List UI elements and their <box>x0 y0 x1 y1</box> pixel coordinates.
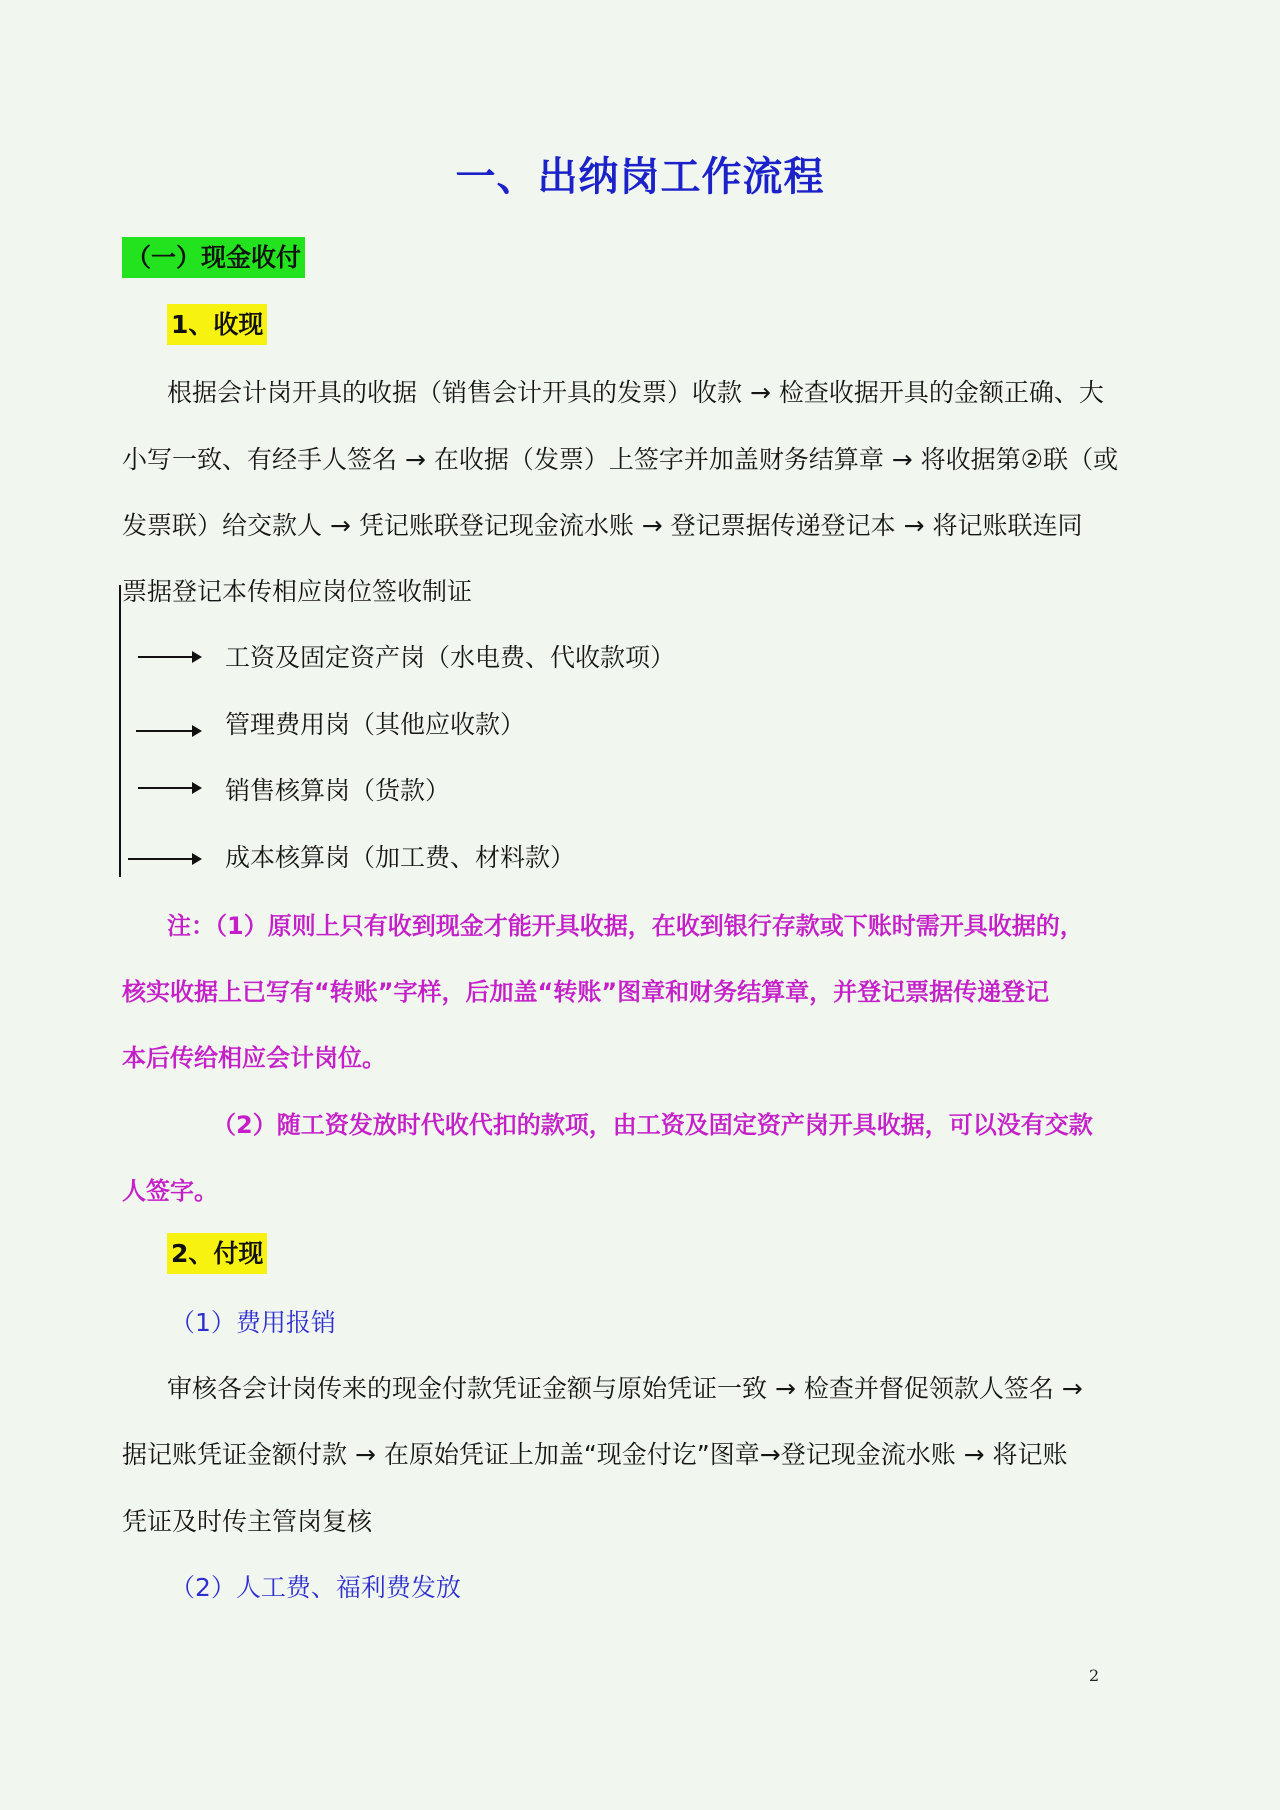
note-line: 人签字。 <box>122 1177 218 1205</box>
branch-label: 工资及固定资产岗（水电费、代收款项） <box>225 643 676 672</box>
branch-label: 成本核算岗（加工费、材料款） <box>225 843 576 872</box>
arrow-right-icon <box>192 782 202 794</box>
arrow-right-icon <box>192 853 202 865</box>
note-line: 注：（1）原则上只有收到现金才能开具收据，在收到银行存款或下账时需开具收据的， <box>167 912 1084 940</box>
note-line: 核实收据上已写有“转账”字样，后加盖“转账”图章和财务结算章，并登记票据传递登记 <box>122 978 1050 1006</box>
arrow-right-icon <box>192 725 202 737</box>
section-heading <box>122 238 305 274</box>
note-line: 本后传给相应会计岗位。 <box>122 1044 386 1072</box>
page-number: 2 <box>1089 1666 1100 1685</box>
subsection-heading-pay <box>167 1234 267 1270</box>
branch-label: 销售核算岗（货款） <box>225 776 451 805</box>
section-heading-label: （一）现金收付 <box>122 237 305 278</box>
arrow-right-icon <box>192 651 202 663</box>
paragraph-line: 发票联）给交款人 → 凭记账联登记现金流水账 → 登记票据传递登记本 → 将记账联连同 <box>122 511 1083 540</box>
subsection-heading-label: 1、收现 <box>167 304 267 345</box>
arrow-line <box>128 858 192 860</box>
subsection-heading-label: 2、付现 <box>167 1233 267 1274</box>
note-line: （2）随工资发放时代收代扣的款项，由工资及固定资产岗开具收据，可以没有交款 <box>212 1111 1093 1139</box>
paragraph-line: 审核各会计岗传来的现金付款凭证金额与原始凭证一致 → 检查并督促领款人签名 → <box>167 1374 1083 1403</box>
paragraph-line: 票据登记本传相应岗位签收制证 <box>122 577 473 606</box>
item-heading: （1）费用报销 <box>170 1308 336 1337</box>
branch-label: 管理费用岗（其他应收款） <box>225 710 526 739</box>
subsection-heading-receive <box>167 305 267 341</box>
paragraph-line: 凭证及时传主管岗复核 <box>122 1507 373 1536</box>
arrow-line <box>136 730 192 732</box>
arrow-line <box>138 787 192 789</box>
page-title: 一、出纳岗工作流程 <box>455 154 825 200</box>
arrow-line <box>138 656 192 658</box>
branch-bracket <box>119 585 121 877</box>
paragraph-line: 小写一致、有经手人签名 → 在收据（发票）上签字并加盖财务结算章 → 将收据第②联（或 <box>122 445 1119 474</box>
paragraph-line: 根据会计岗开具的收据（销售会计开具的发票）收款 → 检查收据开具的金额正确、大 <box>167 378 1104 407</box>
paragraph-line: 据记账凭证金额付款 → 在原始凭证上加盖“现金付讫”图章→登记现金流水账 → 将记账 <box>122 1440 1068 1469</box>
item-heading: （2）人工费、福利费发放 <box>170 1573 461 1602</box>
